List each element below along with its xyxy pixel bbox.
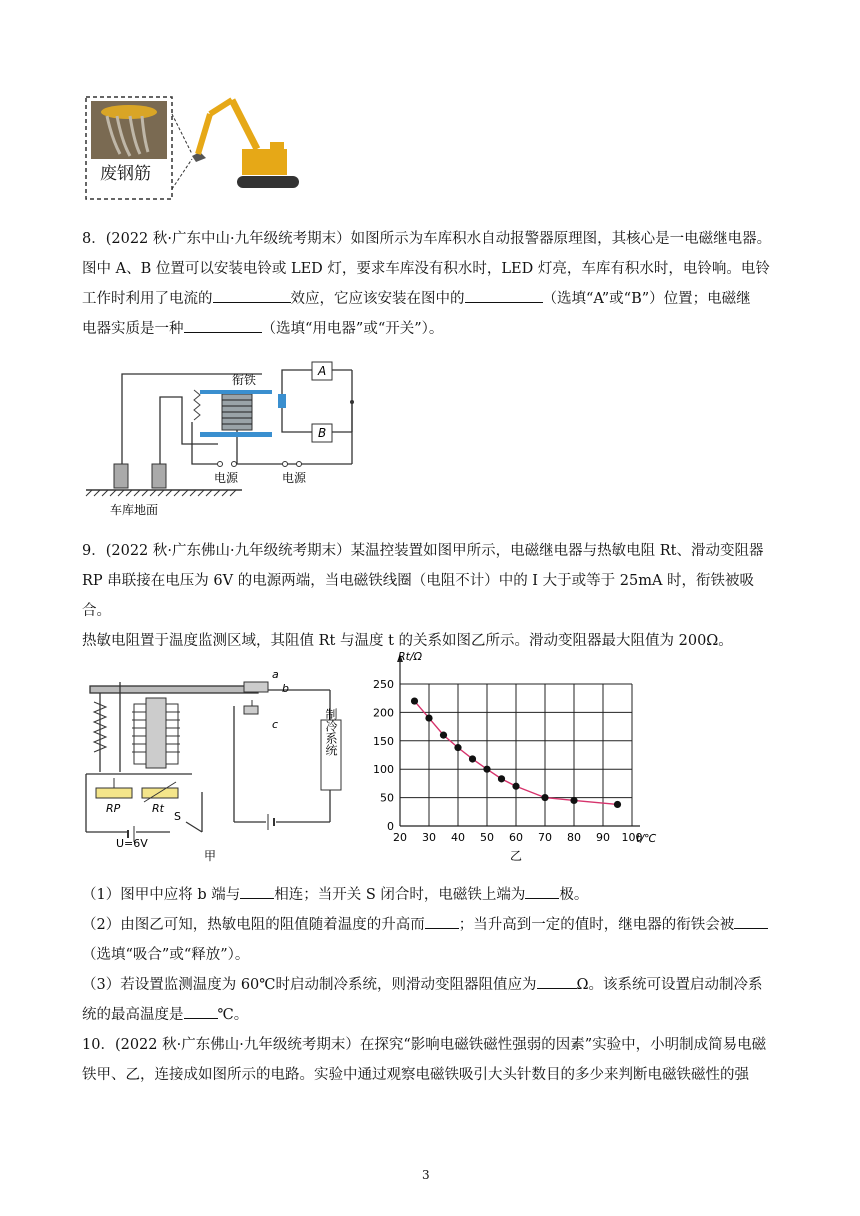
q9-label-s: S [174,810,181,823]
q9-label-u: U=6V [116,837,148,850]
y-tick-200: 200 [373,706,394,720]
data-point-1 [425,714,432,721]
x-tick-100: 100 [621,831,643,844]
chart-ylabel: Rt/Ω [398,650,423,663]
x-tick-30: 30 [422,831,436,844]
y-tick-0: 0 [387,820,394,833]
q8-label-b: B [318,426,327,440]
x-tick-40: 40 [451,831,465,844]
q8-blank-3[interactable] [184,318,262,333]
x-tick-20: 20 [393,831,407,844]
q9-blank-3[interactable] [425,914,459,929]
data-point-8 [541,794,548,801]
q9-blank-2[interactable] [525,884,559,899]
q9-blank-5[interactable] [537,974,577,989]
x-tick-50: 50 [480,831,494,844]
q9-label-c: c [272,718,279,731]
chart-caption: 乙 [510,849,523,863]
y-tick-250: 250 [373,678,394,691]
data-point-10 [614,801,621,808]
callout-label: 废钢筋 [100,164,151,184]
q9-caption-jia: 甲 [204,849,217,862]
y-tick-100: 100 [373,763,394,777]
q9-label-rp: RP [106,802,121,815]
q8-source-2: 电源 [282,471,307,485]
chart-grid [397,654,640,826]
x-tick-90: 90 [596,831,610,844]
q8-text: 8．(2022 秋·广东中山·九年级统考期末）如图所示为车库积水自动报警器原理图，其核心是一电磁继电器。 图中 A、B 位置可以安装电铃或 LED 灯，要求车库没有积水时，LED 灯亮，车库有积水时，电铃响。电铃 工作时利用了电流的 效应，它应该安装在图中的 （选填“A”或“B”）位置；电磁继 电器实质是一种 （选填“用电器”或“开关”）。 [82,231,772,337]
q8-label-a: A [318,364,327,378]
q8-blank-1[interactable] [213,288,291,303]
data-point-3 [454,744,461,751]
q8-ground-label: 车库地面 [110,503,159,517]
q9-label-b: b [282,682,289,695]
data-point-5 [483,766,490,773]
q9-text: 9．(2022 秋·广东佛山·九年级统考期末）某温控装置如图甲所示，电磁继电器与热敏电阻 Rt、滑动变阻器 RP 串联接在电压为 6V 的电源两端，当电磁铁线圈（电阻不计）中的 I 大于或等于 25mA 时，衔铁被吸合。 热敏电阻置于温度监测区域，其阻值 Rt 与温度 t 的关系如图乙所示。滑动变阻器最大阻值为 200Ω。 [82,543,764,649]
q9-system-label: 制冷系统 [324,708,338,756]
q8-armature-label: 衔铁 [232,373,257,387]
q9-subquestions: （1）图甲中应将 b 端与 相连；当开关 S 闭合时，电磁铁上端为 极。 （2）由图乙可知，热敏电阻的阻值随着温度的升高而 ；当升高到一定的值时，继电器的衔铁会被 （选填“吸合”或“释放”）。 （3）若设置监测温度为 60℃时启动制冷系统，则滑动变阻器阻值应为 Ω。该系统可设置启动制冷系 统的最高温度是 ℃。 [82,880,782,1030]
q9-chart-yi [360,644,660,864]
data-point-0 [411,697,418,704]
x-tick-80: 80 [567,831,581,844]
data-point-4 [469,755,476,762]
q8-source-1: 电源 [214,471,239,485]
q9-circuit-jia [82,662,352,862]
q8-circuit-figure [82,352,372,522]
q10-text: 10．(2022 秋·广东佛山·九年级统考期末）在探究“影响电磁铁磁性强弱的因素”实验中，小明制成简易电磁 铁甲、乙，连接成如图所示的电路。实验中通过观察电磁铁吸引大头针数目的多少来判断电磁铁磁性的强 [82,1037,767,1083]
page-number: 3 [422,1168,430,1182]
data-point-7 [512,783,519,790]
q9-blank-1[interactable] [240,884,274,899]
y-tick-50: 50 [380,791,394,805]
q9-label-rt: Rt [152,802,164,815]
data-point-9 [570,797,577,804]
data-point-6 [498,775,505,782]
x-tick-70: 70 [538,831,552,844]
chart-xlabel: t/℃ [636,832,657,845]
x-tick-60: 60 [509,831,523,844]
q9-blank-4[interactable] [734,914,768,929]
q9-blank-6[interactable] [184,1004,218,1019]
q9-label-a: a [272,668,279,681]
y-tick-150: 150 [373,734,394,748]
data-point-2 [440,732,447,739]
q8-blank-2[interactable] [465,288,543,303]
excavator-figure [82,94,312,204]
